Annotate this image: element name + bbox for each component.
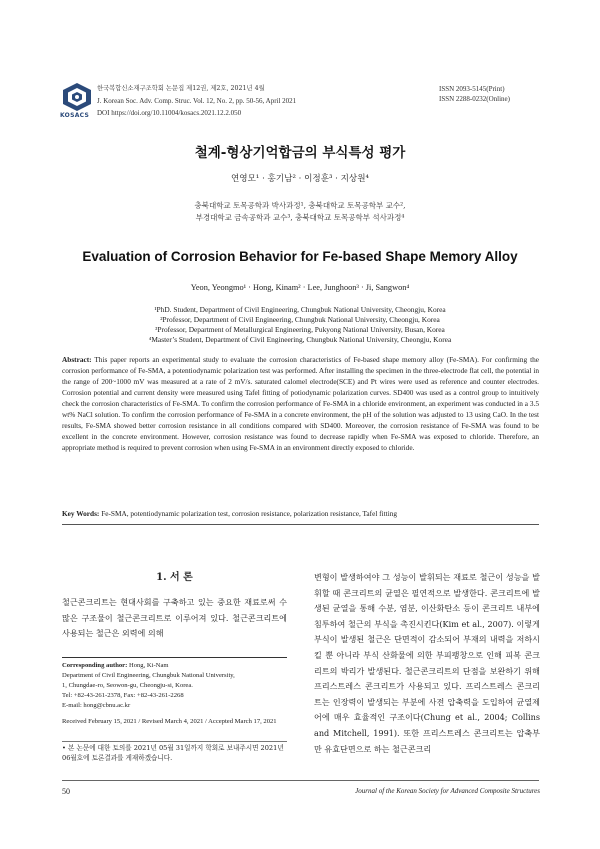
corresponding-line2: 1, Chungdae-ro, Seowon-gu, Cheongju-si, Korea. — [62, 682, 193, 689]
affiliation-en-4: ⁴Master’s Student, Department of Civil Engineering, Chungbuk National University, Cheongju, Korea — [148, 335, 452, 344]
corresponding-name: Hong, Ki-Nam — [128, 662, 169, 669]
corresponding-tel: Tel: +82-43-261-2378, Fax: +82-43-261-2268 — [62, 692, 184, 699]
hexagon-logo-icon — [60, 82, 94, 112]
footer-journal: Journal of the Korean Society for Advanced Composite Structures — [355, 787, 540, 795]
corresponding-email: E-mail: hong@cbnu.ac.kr — [62, 702, 131, 709]
section-title: 1. 서 론 — [156, 572, 193, 583]
authors-en: Yeon, Yeongmo¹ · Hong, Kinam² · Lee, Junghoon³ · Ji, Sangwon⁴ — [190, 283, 410, 292]
corresponding-line1: Department of Civil Engineering, Chungbuk National University, — [62, 672, 235, 679]
keywords-text: Fe-SMA, potentiodynamic polarization test, corrosion resistance, polarization resistance, Tafel fitting — [101, 509, 398, 518]
affiliation-en-1: ¹PhD. Student, Department of Civil Engineering, Chungbuk National University, Cheongju, Korea — [154, 305, 446, 314]
authors-kr: 연영모¹ · 홍기남² · 이정훈³ · 지상원⁴ — [231, 174, 369, 184]
affiliation-en-2: ²Professor, Department of Civil Engineering, Chungbuk National University, Cheongju, Korea — [160, 315, 440, 324]
journal-name-kr: 한국복합신소재구조학회 논문집 제12권, 제2호, 2021년 4월 — [97, 85, 265, 92]
affiliation-en-3: ³Professor, Department of Metallurgical Engineering, Pukyong National University, Busan, Korea — [155, 325, 445, 334]
received-dates: Received February 15, 2021 / Revised March 4, 2021 / Accepted March 17, 2021 — [62, 718, 277, 725]
keywords-label: Key Words: — [62, 509, 100, 518]
body-text-left: 철근콘크리트는 현대사회를 구축하고 있는 중요한 재료로써 수많은 구조물이 철근콘크리트로 이루어져 있다. 철근콘크리트에 사용되는 철근은 외력에 의해 — [62, 597, 287, 639]
doi: DOI https://doi.org/10.11004/kosacs.2021.12.2.050 — [97, 109, 242, 117]
footer-divider — [62, 780, 539, 781]
paper-title-kr: 철계-형상기억합금의 부식특성 평가 — [194, 145, 406, 161]
paper-title-en: Evaluation of Corrosion Behavior for Fe-based Shape Memory Alloy — [82, 249, 518, 264]
abstract-divider — [62, 524, 539, 525]
logo-text: KOSACS — [60, 112, 90, 119]
discussion-note: • 본 논문에 대한 토의를 2021년 05월 31일까지 학회로 보내주시면 2021년 06월호에 토론결과를 게재하겠습니다. — [62, 744, 284, 762]
note-divider — [62, 741, 287, 742]
issn-online: ISSN 2288-0232(Online) — [439, 95, 510, 103]
abstract-text: This paper reports an experimental study to evaluate the corrosion characteristics of Fe-based shape memory alloy (Fe-SMA). For confirming the corrosion performance of Fe-SMA, a potentiodynamic polarization test was performed. After installing the specimen in the three-electrode flat cell, the potential in the range of 200~1000 mV was measured at a rate of 2 mV/s. saturated calomel electrode(SCE) and Pt wires were used as reference and counter electrodes. Corrosion potential and current density were measured using Tafel fitting of potiodynamic polarization curves. SD400 was used as a control group to intuitively check the corrosion characteristics of Fe-SMA. To confirm the corrosion performance of Fe-SMA in a chloride environment, an experiment was conducted in a 3.5 wt% NaCl solution. To confirm the corrosion performance of Fe-SMA in a concrete environment, the pH of the solution was adjusted to 13 using CaO. In the test results, Fe-SMA showed better corrosion resistance in all conditions compared with SD400. Moreover, the corrosion resistance of Fe-SMA was found to be excellent in the concrete environment. However, corrosion resistance was found to decrease rapidly when Fe-SMA was exposed to chloride. Therefore, an appropriate method is required to prevent corrosion when using Fe-SMA in an environment directly exposed to chloride. — [62, 355, 539, 452]
corresponding-author — [62, 661, 287, 711]
issn-print: ISSN 2093-5145(Print) — [439, 85, 505, 93]
keywords — [62, 509, 539, 518]
page-number: 50 — [62, 787, 70, 796]
footnote-divider — [62, 657, 287, 658]
affiliation-kr-1: 충북대학교 토목공학과 박사과정¹, 충북대학교 토목공학부 교수², — [194, 201, 406, 210]
journal-name-en: J. Korean Soc. Adv. Comp. Struc. Vol. 12, No. 2, pp. 50-56, April 2021 — [97, 97, 297, 105]
abstract-label: Abstract: — [62, 355, 92, 364]
abstract — [62, 354, 539, 453]
corresponding-label: Corresponding author: — [62, 662, 128, 669]
affiliation-kr-2: 부경대학교 금속공학과 교수³, 충북대학교 토목공학부 석사과정⁴ — [195, 213, 405, 222]
body-text-right: 변형이 발생하여야 그 성능이 발휘되는 재료로 철근이 성능을 발휘할 때 콘크리트의 균열은 필연적으로 발생한다. 콘크리트에 발생된 균열을 통해 수분, 염분, 이산화탄소 등이 콘크리트 내부에 침투하여 철근의 부식을 촉진시킨다(Kim et al., 2007). 이렇게 부식이 발생된 철근은 단면적이 감소되어 부재의 내력을 저하시킬 뿐 아니라 부식 산화물에 의한 부피팽창으로 인해 피복 콘크리트의 박리가 발생된다. 철근콘크리트의 단점을 보완하기 위해 프리스트레스 콘크리트가 사용되고 있다. 프리스트레스 콘크리트는 인장력이 발생되는 부분에 사전 압축력을 도입하여 균열제어에 매우 효율적인 구조이다(Chung et al., 2004; Collins and Mitchell, 1991). 또한 프리스트레스 콘크리트는 압축부만 유효단면으로 하는 철근콘크리 — [314, 572, 540, 754]
